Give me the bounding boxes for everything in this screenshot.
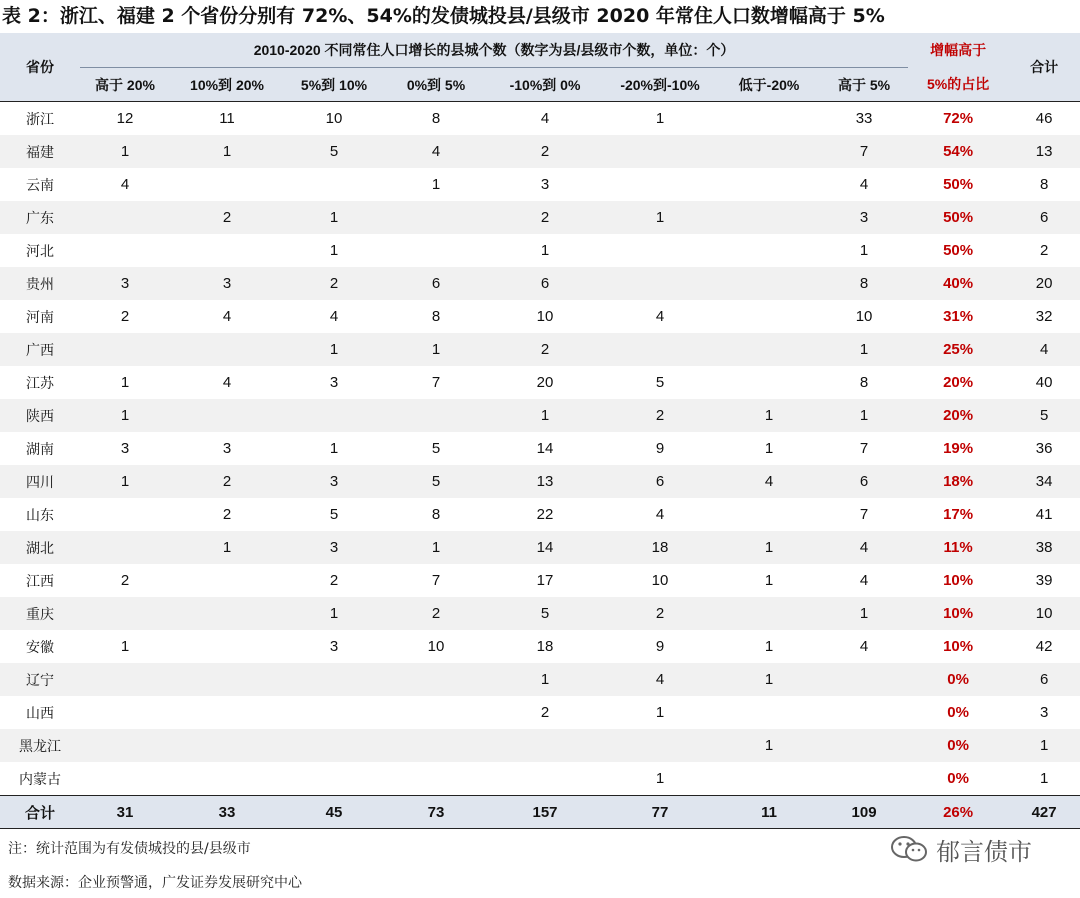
total-cell: 41	[1035, 506, 1053, 523]
table-row	[0, 267, 1080, 300]
value-cell: 1	[120, 374, 130, 391]
value-cell: 3	[540, 176, 550, 193]
table-row	[0, 135, 1080, 168]
value-cell	[384, 201, 488, 234]
value-cell	[718, 201, 820, 234]
value-cell	[170, 729, 284, 762]
value-cell: 1	[540, 242, 550, 259]
value-cell: 3	[222, 440, 232, 457]
value-cell: 1	[284, 333, 384, 366]
header-province: 省份	[0, 33, 80, 102]
value-cell	[170, 630, 284, 663]
value-cell: 14	[536, 440, 554, 457]
value-cell: 2	[329, 572, 339, 589]
value-cell: 18	[536, 638, 554, 655]
value-cell: 2	[540, 704, 550, 721]
column-header: 低于-20%	[718, 68, 820, 102]
value-cell: 4	[859, 176, 869, 193]
value-cell: 1	[764, 638, 774, 655]
value-cell	[488, 729, 602, 762]
value-cell: 7	[859, 506, 869, 523]
value-cell	[384, 696, 488, 729]
totals-value: 73	[384, 796, 488, 829]
column-header: 0%到 5%	[384, 68, 488, 102]
total-cell: 42	[1035, 638, 1053, 655]
value-cell: 8	[431, 506, 441, 523]
column-header: 高于 5%	[820, 68, 908, 102]
total-cell: 1	[1008, 729, 1080, 762]
value-cell	[602, 267, 718, 300]
value-cell: 33	[855, 110, 873, 127]
value-cell	[718, 267, 820, 300]
value-cell: 1	[655, 110, 665, 127]
value-cell: 6	[820, 465, 908, 498]
value-cell: 1	[655, 704, 665, 721]
province-cell: 江西	[26, 572, 54, 589]
total-cell: 36	[1035, 440, 1053, 457]
total-cell: 10	[1008, 597, 1080, 630]
value-cell: 1	[80, 135, 170, 168]
value-cell	[718, 168, 820, 201]
province-cell: 四川	[0, 465, 80, 498]
table-row	[0, 729, 1080, 762]
value-cell: 1	[820, 399, 908, 432]
value-cell: 8	[820, 267, 908, 300]
value-cell	[170, 564, 284, 597]
ratio-cell: 25%	[908, 333, 1008, 366]
total-cell: 34	[1008, 465, 1080, 498]
total-cell: 39	[1035, 572, 1053, 589]
value-cell: 1	[170, 135, 284, 168]
ratio-cell: 11%	[908, 531, 1008, 564]
totals-value: 45	[284, 796, 384, 829]
header-total: 合计	[1008, 33, 1080, 102]
total-cell: 1	[1039, 770, 1049, 787]
value-cell: 3	[820, 201, 908, 234]
value-cell	[170, 168, 284, 201]
value-cell: 2	[170, 465, 284, 498]
value-cell: 4	[222, 374, 232, 391]
table-row	[0, 333, 1080, 366]
value-cell	[284, 399, 384, 432]
value-cell	[80, 597, 170, 630]
value-cell: 3	[80, 267, 170, 300]
column-header: 10%到 20%	[170, 68, 284, 102]
value-cell	[718, 597, 820, 630]
value-cell	[602, 135, 718, 168]
value-cell: 8	[431, 110, 441, 127]
province-cell: 贵州	[0, 267, 80, 300]
footnote: 注：统计范围为有发债城投的县/县级市	[8, 841, 251, 857]
ratio-cell: 10%	[943, 572, 974, 589]
value-cell: 4	[222, 308, 232, 325]
total-cell: 2	[1039, 242, 1049, 259]
value-cell	[820, 729, 908, 762]
value-cell: 1	[80, 399, 170, 432]
total-cell: 38	[1008, 531, 1080, 564]
value-cell: 1	[718, 729, 820, 762]
totals-total: 427	[1008, 796, 1080, 829]
value-cell	[80, 696, 170, 729]
value-cell	[284, 663, 384, 696]
table-row	[0, 663, 1080, 696]
value-cell: 5	[284, 135, 384, 168]
province-cell: 安徽	[26, 638, 54, 655]
totals-ratio: 26%	[908, 796, 1008, 829]
ratio-cell: 0%	[908, 729, 1008, 762]
value-cell: 11	[219, 110, 235, 127]
ratio-cell: 31%	[943, 308, 974, 325]
column-header: 5%到 10%	[284, 68, 384, 102]
value-cell: 4	[120, 176, 130, 193]
value-cell: 3	[170, 267, 284, 300]
value-cell: 12	[116, 110, 134, 127]
value-cell: 1	[488, 399, 602, 432]
ratio-cell: 50%	[943, 176, 974, 193]
table-row	[0, 630, 1080, 663]
province-cell: 广西	[0, 333, 80, 366]
value-cell	[80, 234, 170, 267]
ratio-cell: 0%	[947, 770, 969, 787]
column-header: -10%到 0%	[488, 68, 602, 102]
value-cell	[170, 696, 284, 729]
value-cell	[718, 135, 820, 168]
value-cell: 3	[329, 374, 339, 391]
header-group: 2010-2020 不同常住人口增长的县城个数（数字为县/县级市个数，单位：个）	[80, 33, 908, 68]
value-cell: 1	[764, 572, 774, 589]
value-cell	[80, 663, 170, 696]
watermark-brand: 郁言债市	[936, 837, 1032, 866]
value-cell	[80, 333, 170, 366]
value-cell	[602, 168, 718, 201]
value-cell	[170, 333, 284, 366]
value-cell: 1	[718, 531, 820, 564]
value-cell: 5	[655, 374, 665, 391]
value-cell: 20	[536, 374, 554, 391]
table-row	[0, 168, 1080, 201]
watermark	[888, 830, 1068, 868]
province-cell: 山西	[26, 704, 54, 721]
value-cell	[384, 663, 488, 696]
totals-value: 11	[718, 796, 820, 829]
value-cell	[80, 762, 170, 796]
value-cell: 1	[655, 770, 665, 787]
table-row	[0, 564, 1080, 597]
table-row	[0, 696, 1080, 729]
value-cell: 1	[80, 465, 170, 498]
value-cell: 10	[855, 308, 873, 325]
value-cell: 4	[602, 663, 718, 696]
value-cell: 6	[384, 267, 488, 300]
value-cell: 22	[536, 506, 554, 523]
value-cell: 5	[488, 597, 602, 630]
value-cell: 1	[820, 333, 908, 366]
value-cell	[170, 762, 284, 796]
value-cell: 5	[431, 440, 441, 457]
total-cell: 3	[1039, 704, 1049, 721]
value-cell	[820, 762, 908, 796]
value-cell	[718, 366, 820, 399]
value-cell: 7	[431, 572, 441, 589]
province-cell: 辽宁	[0, 663, 80, 696]
value-cell: 4	[540, 110, 550, 127]
ratio-cell: 10%	[908, 597, 1008, 630]
value-cell: 6	[602, 465, 718, 498]
table-body	[0, 102, 1080, 829]
value-cell	[602, 729, 718, 762]
value-cell: 4	[655, 308, 665, 325]
value-cell: 3	[120, 440, 130, 457]
totals-value: 77	[602, 796, 718, 829]
value-cell: 3	[284, 531, 384, 564]
value-cell	[820, 696, 908, 729]
value-cell	[284, 762, 384, 796]
totals-label: 合计	[0, 796, 80, 829]
data-table	[0, 33, 1080, 829]
value-cell: 1	[859, 242, 869, 259]
value-cell: 10	[427, 638, 445, 655]
value-cell	[718, 234, 820, 267]
value-cell: 8	[431, 308, 441, 325]
value-cell: 7	[859, 440, 869, 457]
ratio-cell: 18%	[908, 465, 1008, 498]
value-cell: 10	[536, 308, 554, 325]
table-row	[0, 102, 1080, 136]
province-cell: 河南	[26, 308, 54, 325]
header-ratio-top: 增幅高于	[908, 33, 1008, 68]
province-cell: 河北	[26, 242, 54, 259]
value-cell: 2	[120, 308, 130, 325]
ratio-cell: 54%	[908, 135, 1008, 168]
value-cell: 2	[602, 597, 718, 630]
value-cell	[718, 762, 820, 796]
table-row	[0, 597, 1080, 630]
ratio-cell: 40%	[908, 267, 1008, 300]
value-cell	[170, 234, 284, 267]
value-cell	[384, 234, 488, 267]
value-cell: 1	[329, 440, 339, 457]
province-cell: 重庆	[0, 597, 80, 630]
wechat-icon	[888, 834, 932, 864]
ratio-cell: 0%	[908, 663, 1008, 696]
value-cell	[384, 729, 488, 762]
total-cell: 46	[1035, 110, 1053, 127]
value-cell	[284, 729, 384, 762]
value-cell: 1	[384, 531, 488, 564]
value-cell	[488, 762, 602, 796]
value-cell: 4	[820, 531, 908, 564]
value-cell: 6	[488, 267, 602, 300]
value-cell: 8	[859, 374, 869, 391]
province-cell: 浙江	[26, 110, 54, 127]
table-row	[0, 366, 1080, 399]
value-cell	[80, 498, 170, 531]
value-cell: 9	[655, 638, 665, 655]
value-cell: 2	[488, 333, 602, 366]
value-cell: 2	[384, 597, 488, 630]
column-header: -20%到-10%	[602, 68, 718, 102]
value-cell	[820, 663, 908, 696]
total-cell: 40	[1035, 374, 1053, 391]
value-cell: 2	[222, 506, 232, 523]
total-cell: 8	[1039, 176, 1049, 193]
totals-value: 157	[488, 796, 602, 829]
value-cell	[284, 168, 384, 201]
value-cell: 7	[431, 374, 441, 391]
value-cell: 5	[384, 465, 488, 498]
value-cell: 2	[602, 399, 718, 432]
value-cell: 1	[764, 440, 774, 457]
value-cell: 1	[170, 531, 284, 564]
ratio-cell: 72%	[943, 110, 974, 127]
province-cell: 云南	[26, 176, 54, 193]
total-cell: 20	[1008, 267, 1080, 300]
value-cell	[602, 333, 718, 366]
value-cell	[384, 399, 488, 432]
value-cell: 4	[718, 465, 820, 498]
value-cell	[80, 201, 170, 234]
ratio-cell: 20%	[908, 399, 1008, 432]
value-cell: 1	[602, 201, 718, 234]
value-cell: 2	[284, 267, 384, 300]
value-cell: 3	[284, 465, 384, 498]
totals-value: 109	[820, 796, 908, 829]
table-title: 表 2：浙江、福建 2 个省份分别有 72%、54%的发债城投县/县级市 2020 年常住人口数增幅高于 5%	[2, 5, 885, 27]
table-row	[0, 234, 1080, 267]
table-row	[0, 762, 1080, 796]
value-cell: 7	[820, 135, 908, 168]
ratio-cell: 17%	[943, 506, 974, 523]
value-cell	[602, 234, 718, 267]
value-cell: 2	[488, 135, 602, 168]
province-cell: 广东	[0, 201, 80, 234]
province-cell: 内蒙古	[19, 770, 61, 787]
value-cell	[170, 663, 284, 696]
value-cell: 2	[120, 572, 130, 589]
value-cell: 1	[718, 399, 820, 432]
value-cell: 1	[718, 663, 820, 696]
value-cell: 2	[488, 201, 602, 234]
value-cell: 13	[488, 465, 602, 498]
ratio-cell: 0%	[947, 704, 969, 721]
province-cell: 湖北	[0, 531, 80, 564]
value-cell: 4	[329, 308, 339, 325]
value-cell: 9	[655, 440, 665, 457]
total-cell: 5	[1008, 399, 1080, 432]
table-row	[0, 300, 1080, 333]
value-cell: 1	[384, 333, 488, 366]
province-cell: 黑龙江	[0, 729, 80, 762]
value-cell: 1	[120, 638, 130, 655]
value-cell: 4	[859, 638, 869, 655]
ratio-cell: 10%	[943, 638, 974, 655]
province-cell: 福建	[0, 135, 80, 168]
table-row	[0, 201, 1080, 234]
value-cell: 18	[602, 531, 718, 564]
value-cell: 3	[329, 638, 339, 655]
data-source: 数据来源：企业预警通，广发证券发展研究中心	[8, 875, 302, 891]
value-cell: 10	[325, 110, 343, 127]
value-cell	[718, 333, 820, 366]
ratio-cell: 50%	[943, 242, 974, 259]
value-cell: 1	[820, 597, 908, 630]
totals-value: 33	[170, 796, 284, 829]
value-cell: 10	[651, 572, 669, 589]
column-header: 高于 20%	[80, 68, 170, 102]
totals-row	[0, 796, 1080, 829]
value-cell	[718, 102, 820, 136]
value-cell: 1	[329, 242, 339, 259]
table-row	[0, 531, 1080, 564]
value-cell	[170, 597, 284, 630]
value-cell	[384, 762, 488, 796]
value-cell	[718, 300, 820, 333]
value-cell	[80, 729, 170, 762]
province-cell: 山东	[26, 506, 54, 523]
ratio-cell: 20%	[943, 374, 974, 391]
province-cell: 陕西	[0, 399, 80, 432]
value-cell: 4	[859, 572, 869, 589]
header-ratio-bottom: 5%的占比	[908, 68, 1008, 102]
value-cell	[284, 696, 384, 729]
value-cell	[718, 696, 820, 729]
total-cell: 13	[1008, 135, 1080, 168]
value-cell	[80, 531, 170, 564]
province-cell: 湖南	[26, 440, 54, 457]
total-cell: 4	[1008, 333, 1080, 366]
value-cell: 5	[329, 506, 339, 523]
table-row	[0, 465, 1080, 498]
value-cell: 1	[431, 176, 441, 193]
ratio-cell: 19%	[943, 440, 974, 457]
table-row	[0, 498, 1080, 531]
value-cell: 1	[488, 663, 602, 696]
ratio-cell: 50%	[908, 201, 1008, 234]
value-cell: 1	[284, 201, 384, 234]
value-cell: 17	[536, 572, 554, 589]
total-cell: 6	[1008, 201, 1080, 234]
value-cell: 4	[655, 506, 665, 523]
value-cell	[170, 399, 284, 432]
value-cell: 1	[284, 597, 384, 630]
total-cell: 32	[1035, 308, 1053, 325]
table-row	[0, 399, 1080, 432]
value-cell: 4	[384, 135, 488, 168]
value-cell	[718, 498, 820, 531]
value-cell: 14	[488, 531, 602, 564]
totals-value: 31	[80, 796, 170, 829]
total-cell: 6	[1008, 663, 1080, 696]
table-row	[0, 432, 1080, 465]
value-cell: 2	[170, 201, 284, 234]
province-cell: 江苏	[26, 374, 54, 391]
